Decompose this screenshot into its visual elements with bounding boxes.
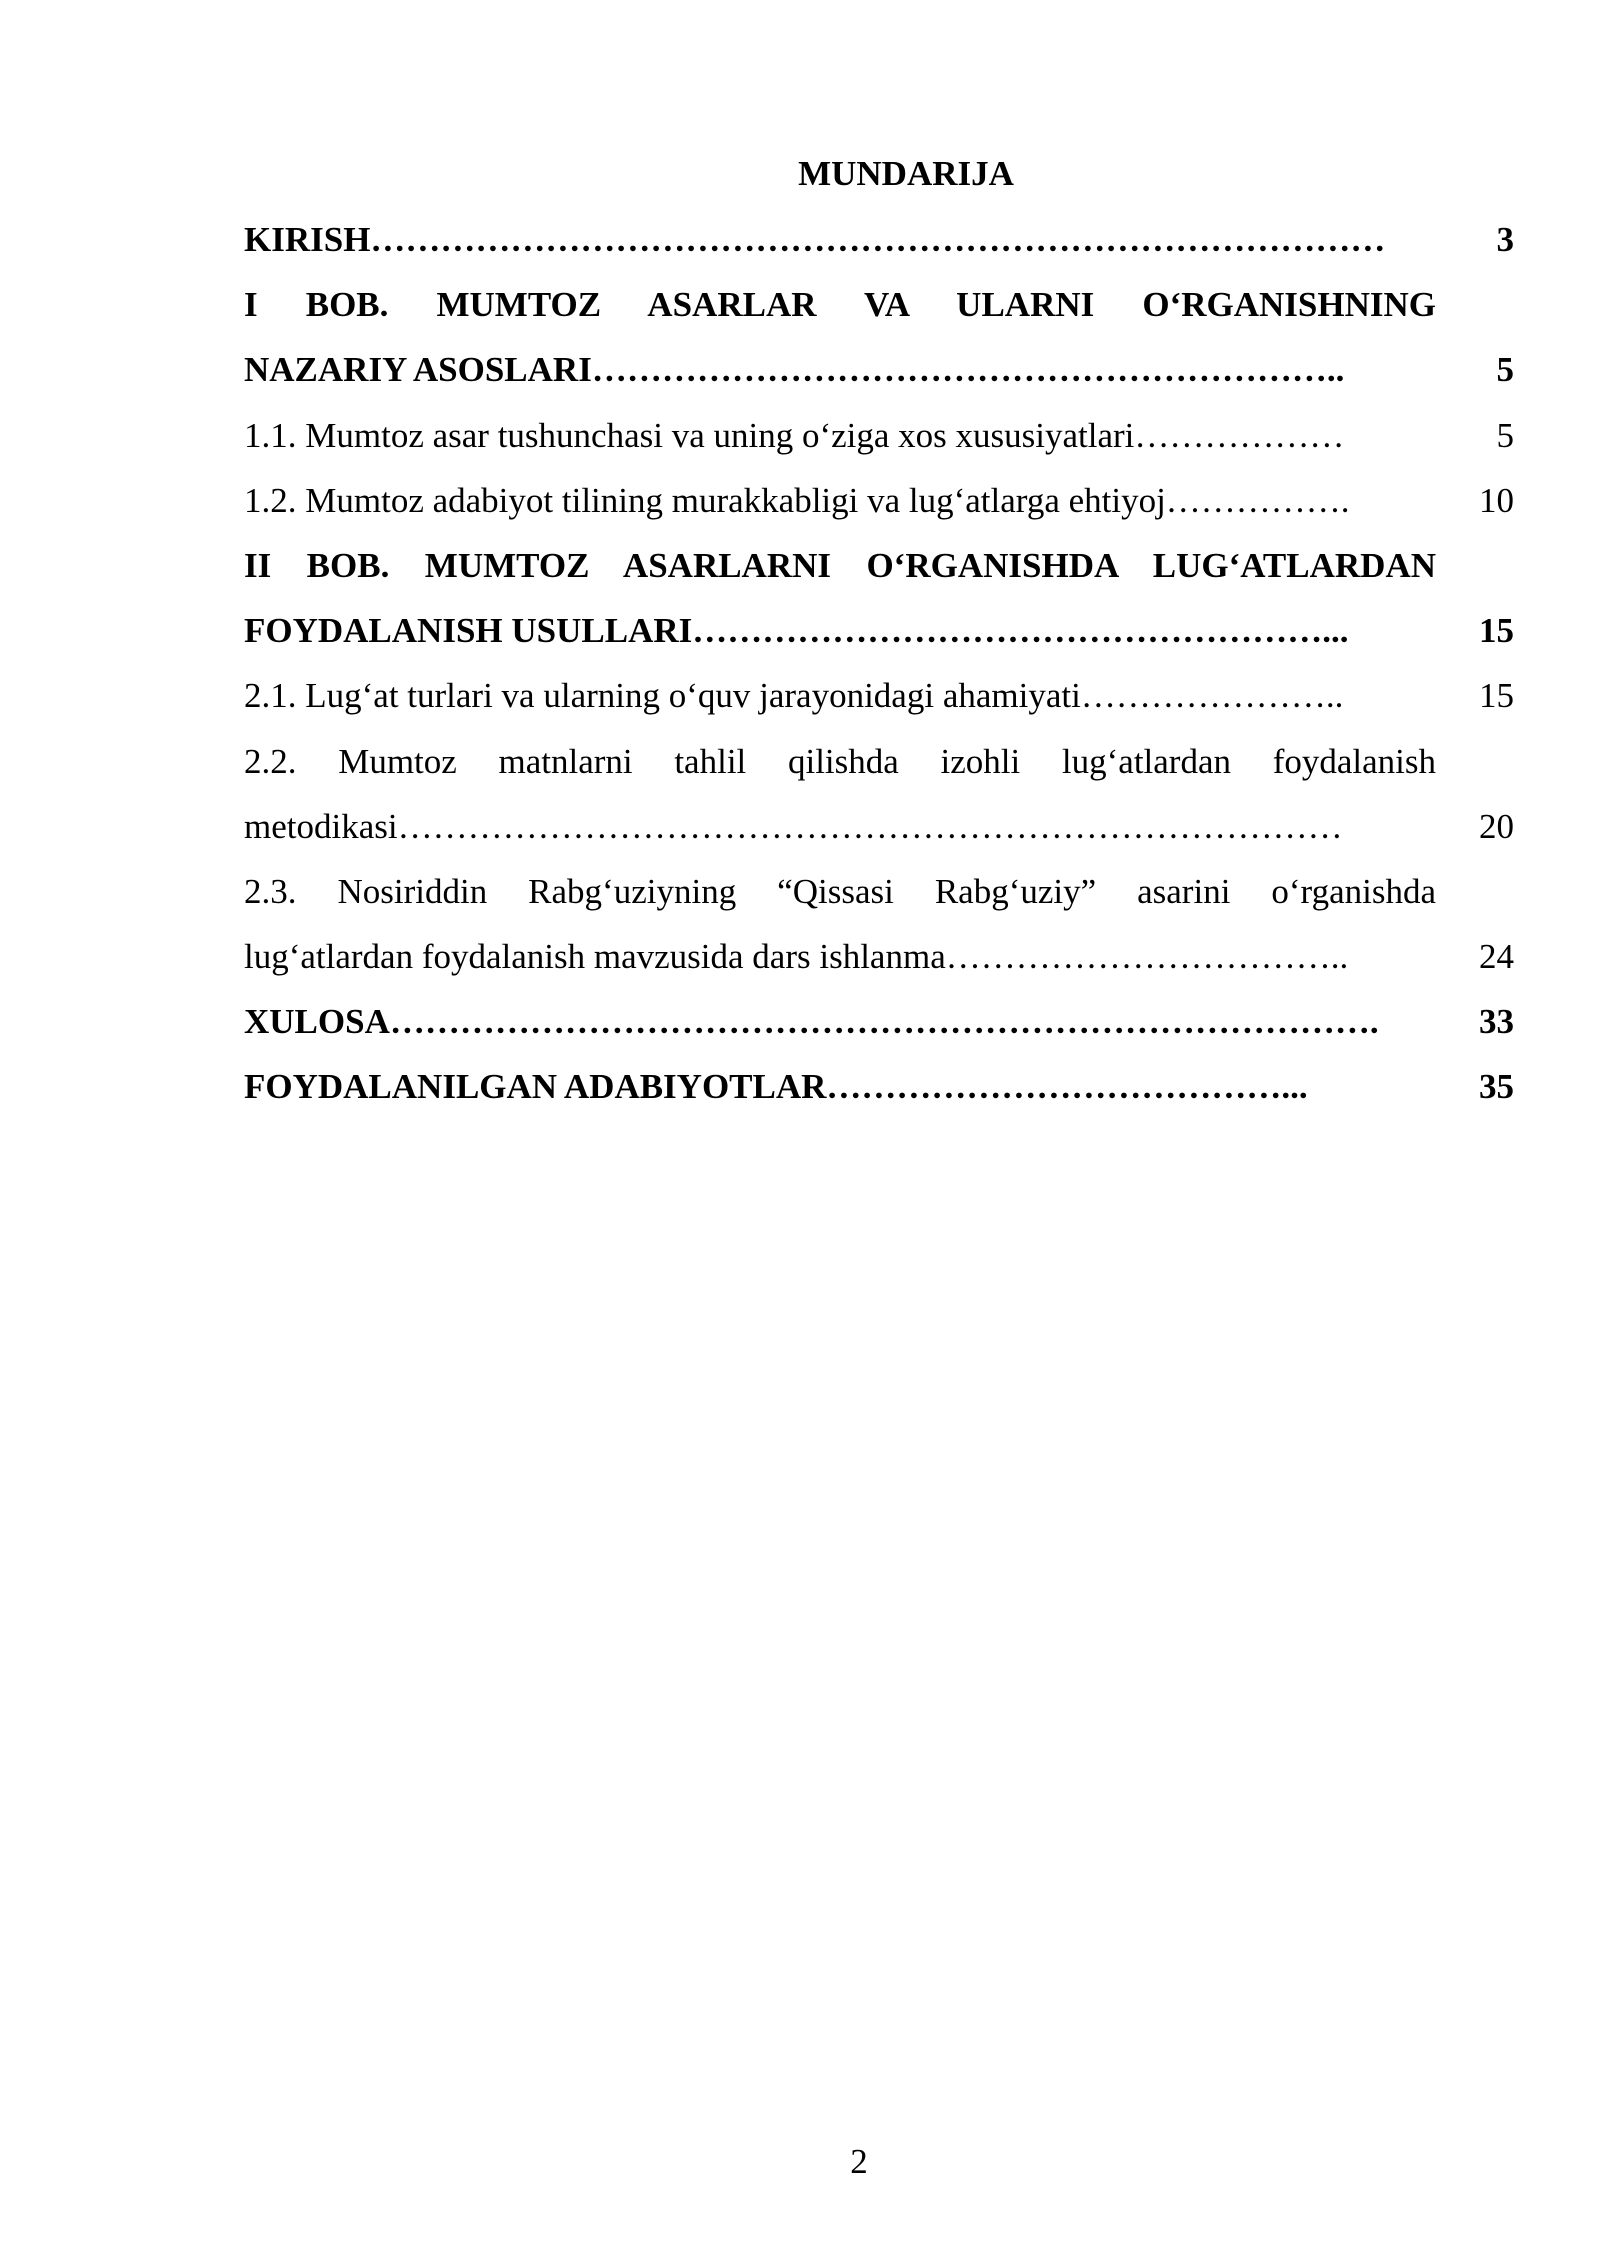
toc-entry-page: 15 xyxy=(1479,611,1514,651)
toc-entry-page: 24 xyxy=(1479,937,1514,977)
toc-entry-chapter-2-line-1 xyxy=(244,533,1514,598)
toc-entry-section-2-3-line-1 xyxy=(244,859,1514,924)
toc-entry-text: II BOB. MUMTOZ ASARLARNI O‘RGANISHDA LUG‘ATLARDAN xyxy=(244,545,1436,585)
toc-entry-page: 35 xyxy=(1479,1067,1514,1107)
toc-entry-page: 3 xyxy=(1496,220,1514,259)
table-of-contents xyxy=(244,207,1514,1120)
page-title: MUNDARIJA xyxy=(798,154,1014,193)
toc-entry-text: NAZARIY ASOSLARI……………………………………………………….. xyxy=(244,350,1345,390)
toc-entry-page: 5 xyxy=(1496,415,1514,455)
toc-entry-text: XULOSA…………………………………………………………………………. xyxy=(244,1002,1379,1042)
toc-entry-page: 5 xyxy=(1496,350,1514,390)
toc-entry-text: FOYDALANISH USULLARI………………………………………………... xyxy=(244,611,1349,651)
toc-entry-text: FOYDALANILGAN ADABIYOTLAR…………………………………... xyxy=(244,1067,1308,1107)
toc-entry-chapter-1-line-2 xyxy=(244,337,1514,402)
toc-entry-section-1-1 xyxy=(244,403,1514,468)
toc-entry-chapter-1-line-1 xyxy=(244,272,1514,337)
toc-entry-xulosa xyxy=(244,989,1514,1054)
toc-entry-chapter-2-line-2 xyxy=(244,598,1514,663)
toc-entry-section-2-2-line-1 xyxy=(244,729,1514,794)
toc-entry-section-2-1 xyxy=(244,663,1514,728)
toc-entry-references xyxy=(244,1054,1514,1119)
toc-entry-text: 2.2. Mumtoz matnlarni tahlil qilishda izohli lug‘atlardan foydalanish xyxy=(244,741,1436,781)
toc-entry-text: metodikasi……………………………………………………………………… xyxy=(244,806,1343,846)
toc-entry-text: KIRISH…………………………………………………………………………… xyxy=(244,220,1386,259)
toc-entry-page: 10 xyxy=(1479,480,1514,520)
toc-entry-text: 2.3. Nosiriddin Rabg‘uziyning “Qissasi Rabg‘uziy” asarini o‘rganishda xyxy=(244,871,1436,911)
toc-entry-text: lug‘atlardan foydalanish mavzusida dars ishlanma…………………………….. xyxy=(244,937,1349,977)
toc-entry-text: 1.2. Mumtoz adabiyot tilining murakkabligi va lug‘atlarga ehtiyoj……………. xyxy=(244,480,1350,520)
toc-entry-text: 1.1. Mumtoz asar tushunchasi va uning o‘ziga xos xususiyatlari……………… xyxy=(244,415,1345,455)
page-number: 2 xyxy=(850,2142,868,2181)
toc-entry-page: 15 xyxy=(1479,676,1514,716)
toc-entry-section-2-3-line-2 xyxy=(244,924,1514,989)
toc-entry-section-2-2-line-2 xyxy=(244,794,1514,859)
toc-entry-kirish xyxy=(244,207,1514,272)
toc-entry-text: 2.1. Lug‘at turlari va ularning o‘quv jarayonidagi ahamiyati………………….. xyxy=(244,676,1344,716)
toc-entry-page: 33 xyxy=(1479,1002,1514,1042)
toc-entry-section-1-2 xyxy=(244,468,1514,533)
toc-entry-page: 20 xyxy=(1479,806,1514,846)
toc-entry-text: I BOB. MUMTOZ ASARLAR VA ULARNI O‘RGANISHNING xyxy=(244,285,1436,325)
